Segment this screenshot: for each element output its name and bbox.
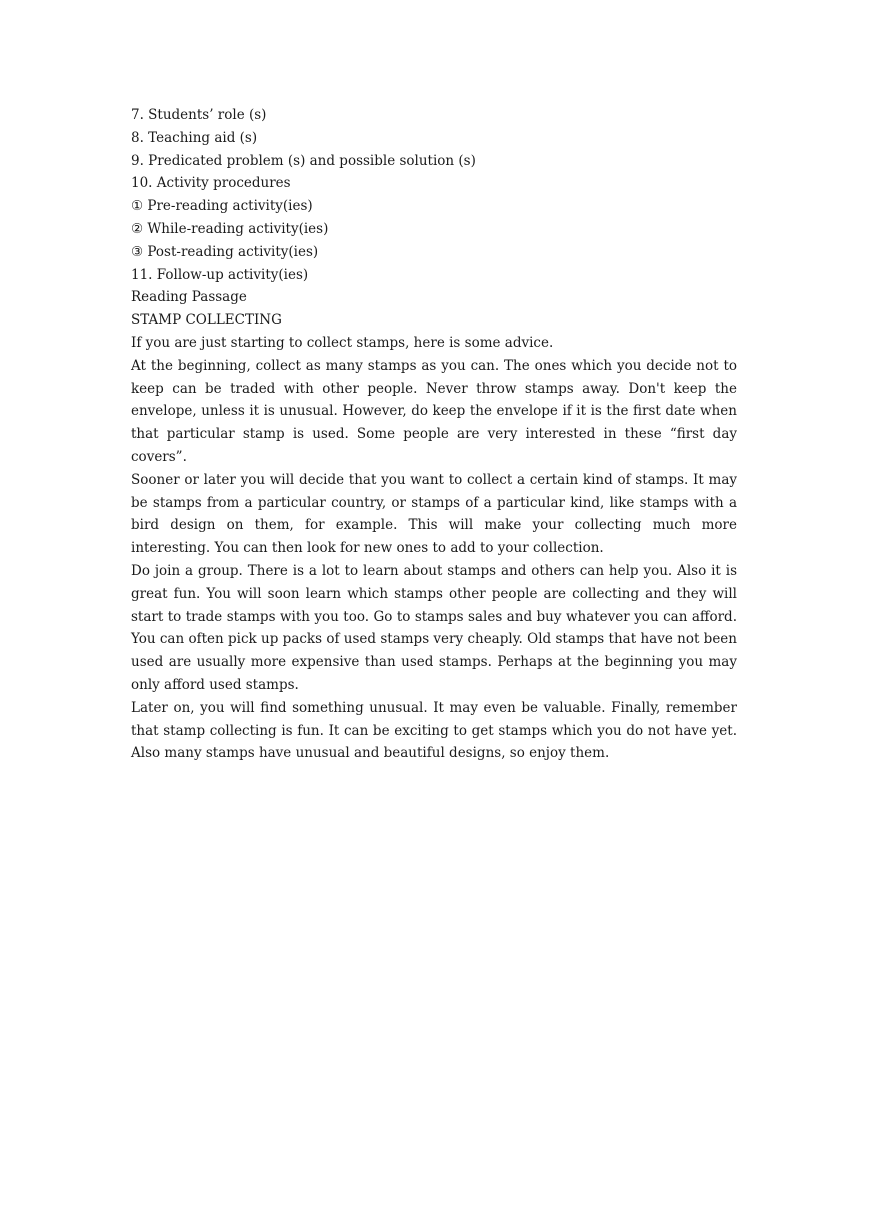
- outline-subitem-while-reading: ② While-reading activity(ies): [131, 220, 329, 237]
- outline-item-7: 7. Students’ role (s): [131, 107, 267, 123]
- passage-paragraph-2: At the beginning, collect as many stamps as you can. The ones which you decide not to keep can be traded with other people. Never throw stamps away. Don't keep the envelope, unless it is unusual. However, do keep the envelope if it is the first date when that particular stamp is used. Some people are very interested in these “first day covers”.: [131, 357, 737, 465]
- document-body: [131, 104, 737, 765]
- passage-heading: Reading Passage: [131, 289, 247, 306]
- outline-item-9: 9. Predicated problem (s) and possible solution (s): [131, 152, 476, 169]
- passage-paragraph-1: If you are just starting to collect stamps, here is some advice.: [131, 334, 554, 351]
- passage-paragraph-5: Later on, you will find something unusual. It may even be valuable. Finally, remember that stamp collecting is fun. It can be exciting to get stamps which you do not have yet. Also many stamps have unusual and beautiful designs, so enjoy them.: [131, 699, 737, 762]
- passage-title: STAMP COLLECTING: [131, 312, 282, 329]
- outline-subitem-pre-reading: ① Pre-reading activity(ies): [131, 198, 313, 215]
- passage-paragraph-4: Do join a group. There is a lot to learn about stamps and others can help you. Also it is great fun. You will soon learn which stamps other people are collecting and they will start to trade stamps with you too. Go to stamps sales and buy whatever you can afford. You can often pick up packs of used stamps very cheaply. Old stamps that have not been used are usually more expensive than used stamps. Perhaps at the beginning you may only afford used stamps.: [131, 562, 737, 693]
- outline-item-11: 11. Follow-up activity(ies): [131, 266, 309, 283]
- outline-item-10: 10. Activity procedures: [131, 175, 291, 192]
- passage-paragraph-3: Sooner or later you will decide that you want to collect a certain kind of stamps. It may be stamps from a particular country, or stamps of a particular kind, like stamps with a bird design on them, for example. This will make your collecting much more interesting. You can then look for new ones to add to your collection.: [131, 471, 737, 557]
- outline-subitem-post-reading: ③ Post-reading activity(ies): [131, 243, 319, 260]
- outline-item-8: 8. Teaching aid (s): [131, 129, 258, 146]
